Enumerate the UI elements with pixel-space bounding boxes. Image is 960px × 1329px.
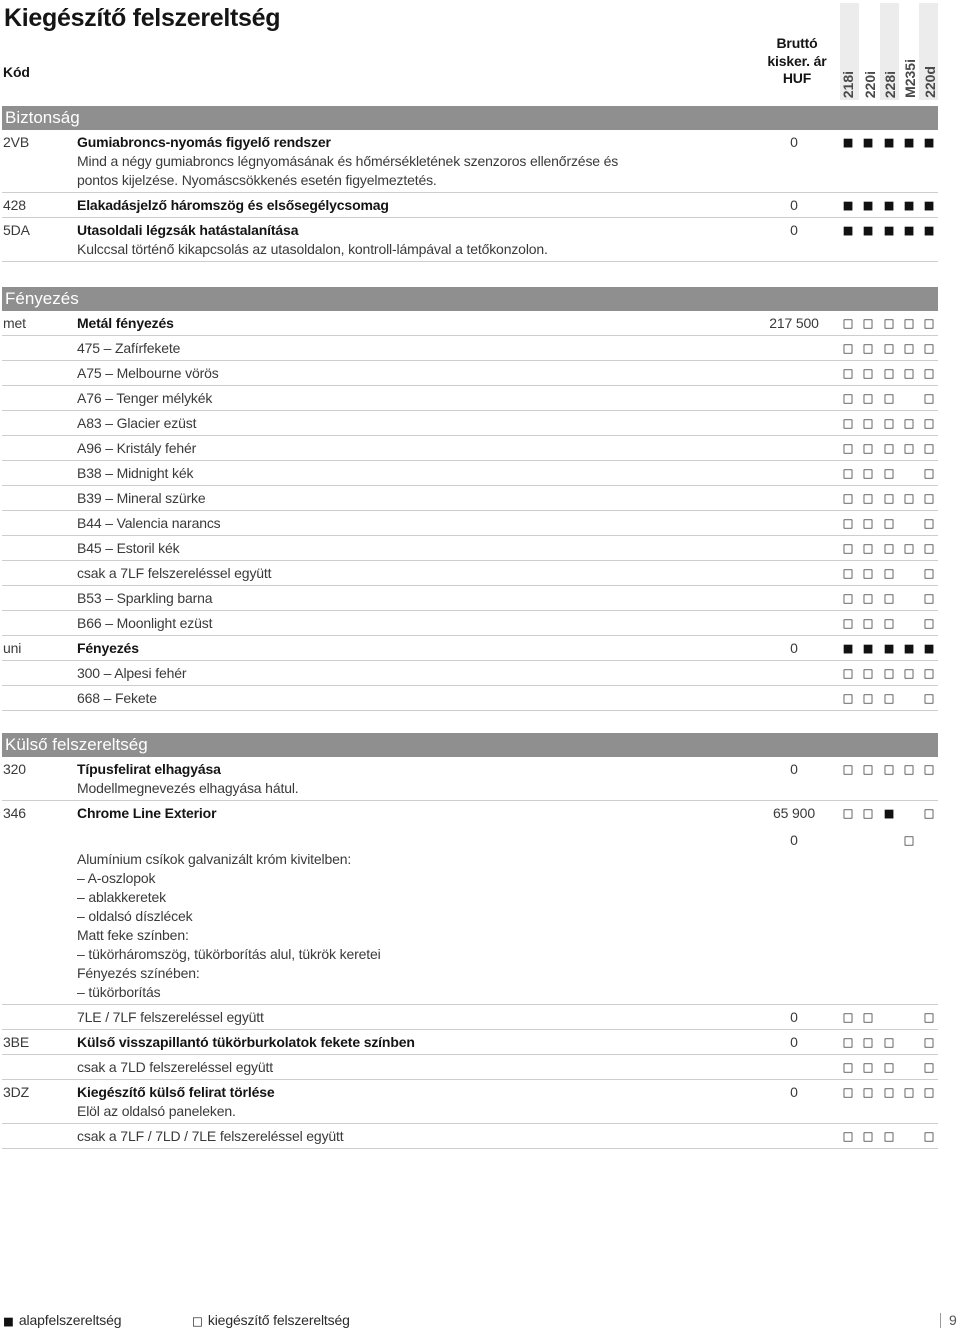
option-price: 0 [790, 761, 798, 777]
option-code: 346 [3, 805, 26, 821]
filled-square-icon: ■ [3, 1314, 14, 1328]
mark-220i: □ [862, 591, 874, 605]
mark-218i: □ [842, 1129, 854, 1143]
variant-label: B38 – Midnight kék [77, 465, 194, 481]
page-title: Kiegészítő felszereltség [4, 4, 281, 32]
price-header-line: Bruttó [776, 35, 818, 51]
mark-220i: □ [862, 516, 874, 530]
variant-label: B39 – Mineral szürke [77, 490, 206, 506]
mark-m235i: □ [903, 316, 915, 330]
mark-220d: ■ [923, 198, 935, 212]
mark-228i: □ [883, 1085, 895, 1099]
mark-220d: □ [923, 666, 935, 680]
mark-228i: ■ [883, 198, 895, 212]
legend-standard [3, 1311, 121, 1329]
mark-220i: □ [862, 341, 874, 355]
legend-standard-label: alapfelszereltség [18, 1312, 122, 1328]
option-price: 0 [790, 640, 798, 656]
mark-220i: □ [862, 806, 874, 820]
variant-row [2, 411, 938, 436]
mark-218i: □ [842, 566, 854, 580]
mark-220i: □ [862, 366, 874, 380]
mark-220d: □ [923, 466, 935, 480]
option-description-line: Matt feke színben: [77, 927, 189, 943]
mark-228i: □ [883, 516, 895, 530]
option-code: 320 [3, 761, 26, 777]
mark-220i: ■ [862, 223, 874, 237]
mark-228i: ■ [883, 223, 895, 237]
mark-m235i: □ [903, 341, 915, 355]
option-description-line: – tükörháromszög, tükörborítás alul, tükrök keretei [77, 946, 381, 962]
variant-label: 475 – Zafírfekete [77, 340, 181, 356]
option-description-line: Kulccsal történő kikapcsolás az utasoldalon, kontroll-lámpával a tetőkonzolon. [77, 241, 548, 257]
mark-228i: □ [883, 1129, 895, 1143]
option-price: 0 [790, 1084, 798, 1100]
mark-220i: □ [862, 616, 874, 630]
mark-228i: □ [883, 316, 895, 330]
mark-228i: □ [883, 691, 895, 705]
price-header-line: kisker. ár [767, 52, 827, 69]
mark-m235i: □ [903, 366, 915, 380]
variant-row [2, 1005, 938, 1030]
mark-218i: □ [842, 691, 854, 705]
model-column-228i: 228i [882, 70, 898, 98]
option-description-line: pontos kijelzése. Nyomáscsökkenés esetén figyelmeztetés. [77, 172, 437, 188]
mark-218i: □ [842, 316, 854, 330]
model-column-headers [0, 3, 960, 98]
variant-label: A96 – Kristály fehér [77, 440, 197, 456]
mark-m235i: □ [903, 441, 915, 455]
option-title: Chrome Line Exterior [77, 805, 217, 821]
mark-218i: □ [842, 441, 854, 455]
mark-218i: □ [842, 1010, 854, 1024]
mark-218i: □ [842, 416, 854, 430]
mark-218i: ■ [842, 223, 854, 237]
option-price-alt: 0 [790, 832, 798, 848]
mark-220d: □ [923, 566, 935, 580]
mark-220i: □ [862, 1035, 874, 1049]
option-title: Külső visszapillantó tükörburkolatok fekete színben [77, 1034, 415, 1050]
open-square-icon: □ [192, 1314, 203, 1328]
mark-m235i: ■ [903, 641, 915, 655]
mark-m235i: □ [903, 1085, 915, 1099]
option-title: Utasoldali légzsák hatástalanítása [77, 222, 299, 238]
option-code: 3DZ [3, 1084, 29, 1100]
mark-218i: □ [842, 762, 854, 776]
mark-218i: ■ [842, 198, 854, 212]
mark-228i: ■ [883, 135, 895, 149]
mark-218i: □ [842, 466, 854, 480]
page-number: 9 [949, 1312, 957, 1328]
option-row [2, 1030, 938, 1055]
option-price: 217 500 [769, 315, 819, 331]
variant-row [2, 586, 938, 611]
mark-228i: □ [883, 491, 895, 505]
variant-row [2, 686, 938, 711]
variant-label: 7LE / 7LF felszereléssel együtt [77, 1009, 264, 1025]
mark-220d: □ [923, 516, 935, 530]
mark-m235i: □ [903, 762, 915, 776]
option-code: 428 [3, 197, 26, 213]
mark-220i: □ [862, 1060, 874, 1074]
mark-228i: □ [883, 591, 895, 605]
mark-220d: □ [923, 391, 935, 405]
variant-row [2, 461, 938, 486]
mark-228i: □ [883, 441, 895, 455]
option-code: uni [3, 640, 22, 656]
mark-m235i: □ [903, 833, 915, 847]
variant-label: B53 – Sparkling barna [77, 590, 213, 606]
model-column-220d: 220d [922, 66, 938, 98]
mark-218i: □ [842, 491, 854, 505]
mark-218i: ■ [842, 135, 854, 149]
mark-220d: □ [923, 1085, 935, 1099]
section-header: Biztonság [2, 106, 938, 130]
mark-220i: ■ [862, 198, 874, 212]
mark-220i: ■ [862, 135, 874, 149]
option-description-line: Elöl az oldalsó paneleken. [77, 1103, 236, 1119]
mark-228i: □ [883, 616, 895, 630]
variant-label: csak a 7LD felszereléssel együtt [77, 1059, 273, 1075]
mark-220d: □ [923, 541, 935, 555]
variant-row [2, 1124, 938, 1149]
mark-228i: □ [883, 541, 895, 555]
mark-218i: □ [842, 391, 854, 405]
mark-220d: □ [923, 762, 935, 776]
mark-220d: ■ [923, 135, 935, 149]
option-description-line: – A-oszlopok [77, 870, 156, 886]
option-code: met [3, 315, 26, 331]
mark-220d: ■ [923, 223, 935, 237]
mark-220i: □ [862, 466, 874, 480]
option-row [2, 311, 938, 336]
mark-m235i: □ [903, 666, 915, 680]
variant-label: A76 – Tenger mélykék [77, 390, 213, 406]
option-title: Típusfelirat elhagyása [77, 761, 221, 777]
section-fenyezes [2, 287, 938, 711]
mark-220d: □ [923, 1010, 935, 1024]
mark-220i: □ [862, 391, 874, 405]
option-description-line: Fényezés színében: [77, 965, 200, 981]
legend-optional-label: kiegészítő felszereltség [207, 1312, 350, 1328]
variant-label: B44 – Valencia narancs [77, 515, 221, 531]
mark-228i: □ [883, 366, 895, 380]
mark-220d: □ [923, 1129, 935, 1143]
mark-220d: □ [923, 491, 935, 505]
option-row [2, 801, 938, 1005]
mark-m235i: ■ [903, 223, 915, 237]
mark-220d: □ [923, 366, 935, 380]
variant-label: csak a 7LF / 7LD / 7LE felszereléssel együtt [77, 1128, 344, 1144]
variant-label: A75 – Melbourne vörös [77, 365, 219, 381]
variant-row [2, 1055, 938, 1080]
mark-218i: □ [842, 1035, 854, 1049]
variant-row [2, 361, 938, 386]
mark-218i: □ [842, 541, 854, 555]
mark-220d: □ [923, 591, 935, 605]
option-code: 2VB [3, 134, 30, 150]
mark-m235i: □ [903, 491, 915, 505]
variant-row [2, 511, 938, 536]
section-header: Fényezés [2, 287, 938, 311]
option-price: 0 [790, 134, 798, 150]
option-price: 0 [790, 222, 798, 238]
variant-row [2, 436, 938, 461]
section-kulso-felszereltseg [2, 733, 938, 1149]
model-column-220i: 220i [862, 70, 878, 98]
price-header-line: HUF [782, 70, 812, 86]
mark-220i: □ [862, 762, 874, 776]
mark-220d: □ [923, 416, 935, 430]
mark-m235i: ■ [903, 198, 915, 212]
section-biztonsag [2, 106, 938, 262]
option-price: 65 900 [773, 805, 815, 821]
variant-row [2, 611, 938, 636]
legend-optional [192, 1311, 350, 1329]
option-description-line: – oldalsó díszlécek [77, 908, 193, 924]
mark-228i: □ [883, 1035, 895, 1049]
mark-228i: □ [883, 566, 895, 580]
mark-220i: □ [862, 1010, 874, 1024]
option-row [2, 193, 938, 218]
mark-220d: □ [923, 806, 935, 820]
option-description-line: – tükörborítás [77, 984, 161, 1000]
mark-220i: □ [862, 416, 874, 430]
mark-218i: □ [842, 666, 854, 680]
option-title: Elakadásjelző háromszög és elsősegélycsomag [77, 197, 389, 213]
option-price: 0 [790, 1009, 798, 1025]
variant-label: csak a 7LF felszereléssel együtt [77, 565, 272, 581]
variant-label: 300 – Alpesi fehér [77, 665, 187, 681]
mark-218i: □ [842, 1060, 854, 1074]
option-title: Fényezés [77, 640, 139, 656]
mark-220i: □ [862, 491, 874, 505]
option-title: Gumiabroncs-nyomás figyelő rendszer [77, 134, 331, 150]
mark-220d: □ [923, 341, 935, 355]
option-row [2, 636, 938, 661]
mark-218i: ■ [842, 641, 854, 655]
code-column-header: Kód [3, 64, 30, 80]
variant-row [2, 561, 938, 586]
option-description-line: Modellmegnevezés elhagyása hátul. [77, 780, 299, 796]
mark-228i: □ [883, 466, 895, 480]
option-title: Metál fényezés [77, 315, 174, 331]
mark-228i: ■ [883, 806, 895, 820]
mark-218i: □ [842, 1085, 854, 1099]
mark-228i: □ [883, 1060, 895, 1074]
option-description-line: Mind a négy gumiabroncs légnyomásának és hőmérsékletének szenzoros ellenőrzése és [77, 153, 619, 169]
mark-218i: □ [842, 366, 854, 380]
variant-row [2, 486, 938, 511]
mark-220d: □ [923, 616, 935, 630]
variant-row [2, 386, 938, 411]
mark-228i: □ [883, 762, 895, 776]
mark-228i: □ [883, 391, 895, 405]
option-row [2, 130, 938, 193]
mark-220d: □ [923, 1035, 935, 1049]
mark-220i: □ [862, 691, 874, 705]
mark-m235i: □ [903, 416, 915, 430]
option-price: 0 [790, 197, 798, 213]
variant-label: B45 – Estoril kék [77, 540, 180, 556]
variant-label: A83 – Glacier ezüst [77, 415, 197, 431]
mark-220d: □ [923, 441, 935, 455]
option-code: 3BE [3, 1034, 30, 1050]
mark-228i: □ [883, 416, 895, 430]
option-title: Kiegészítő külső felirat törlése [77, 1084, 275, 1100]
mark-220d: □ [923, 1060, 935, 1074]
mark-220i: □ [862, 441, 874, 455]
mark-228i: ■ [883, 641, 895, 655]
variant-label: B66 – Moonlight ezüst [77, 615, 213, 631]
variant-row [2, 336, 938, 361]
option-description-line: Alumínium csíkok galvanizált króm kivitelben: [77, 851, 352, 867]
option-row [2, 757, 938, 801]
mark-m235i: □ [903, 541, 915, 555]
option-row [2, 1080, 938, 1124]
mark-228i: □ [883, 666, 895, 680]
option-code: 5DA [3, 222, 30, 238]
mark-218i: □ [842, 806, 854, 820]
mark-218i: □ [842, 616, 854, 630]
mark-220i: □ [862, 1085, 874, 1099]
model-column-218i: 218i [840, 70, 856, 98]
mark-228i: □ [883, 341, 895, 355]
model-column-m235i: M235i [902, 59, 918, 98]
variant-row [2, 661, 938, 686]
mark-218i: □ [842, 341, 854, 355]
variant-row [2, 536, 938, 561]
option-description-line: – ablakkeretek [77, 889, 166, 905]
option-price: 0 [790, 1034, 798, 1050]
mark-220d: □ [923, 691, 935, 705]
page-number-divider [940, 1313, 941, 1328]
mark-220i: □ [862, 1129, 874, 1143]
mark-218i: □ [842, 591, 854, 605]
mark-220i: ■ [862, 641, 874, 655]
mark-220i: □ [862, 541, 874, 555]
option-row [2, 218, 938, 262]
variant-label: 668 – Fekete [77, 690, 157, 706]
mark-220i: □ [862, 316, 874, 330]
mark-220d: □ [923, 316, 935, 330]
mark-m235i: ■ [903, 135, 915, 149]
section-header: Külső felszereltség [2, 733, 938, 757]
page-footer [0, 1311, 960, 1329]
mark-220i: □ [862, 566, 874, 580]
mark-220i: □ [862, 666, 874, 680]
mark-220d: ■ [923, 641, 935, 655]
mark-218i: □ [842, 516, 854, 530]
